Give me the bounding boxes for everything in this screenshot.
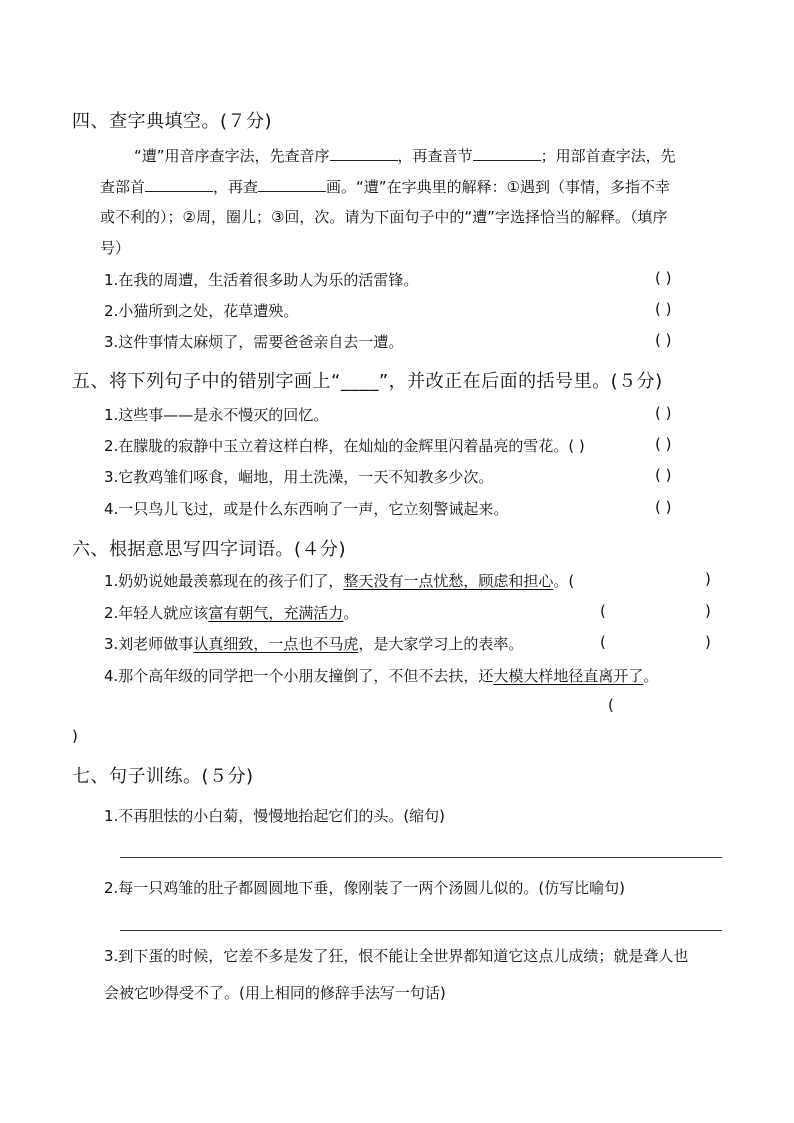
s6-underlined-phrase: 富有朝气，充满活力 bbox=[208, 604, 344, 622]
answer-paren[interactable]: ( ) bbox=[655, 269, 672, 287]
s6-underlined-phrase: 整天没有一点忧愁，顾虑和担心 bbox=[343, 572, 554, 590]
s5-item-1: 1.这些事——是永不慢灭的回忆。 bbox=[104, 406, 329, 424]
blank-bushou[interactable] bbox=[145, 177, 213, 192]
s6-item-1 bbox=[104, 570, 574, 591]
s4-text: ，再查 bbox=[213, 178, 259, 196]
s4-paragraph-line-2 bbox=[100, 176, 670, 197]
s4-item-2: 2.小猫所到之处，花草遭殃。 bbox=[104, 302, 299, 320]
s6-item-4 bbox=[104, 665, 658, 686]
blank-yinxu[interactable] bbox=[330, 146, 398, 161]
s4-paragraph-line-1 bbox=[134, 145, 676, 166]
section-6-title: 六、根据意思写四字词语。(４分) bbox=[72, 539, 347, 560]
s4-text: 画。“遭”在字典里的解释：①遇到（事情，多指不幸 bbox=[326, 178, 671, 196]
answer-paren[interactable]: ( ) bbox=[655, 404, 672, 422]
s4-text: ，再查音节 bbox=[397, 147, 473, 165]
s6-text: ，是大家学习上的表率。 bbox=[358, 635, 524, 653]
s4-paragraph-line-3: 或不利的）；②周，圈儿；③回，次。请为下面句子中的“遭”字选择恰当的解释。（填序 bbox=[100, 208, 668, 226]
s4-item-3: 3.这件事情太麻烦了，需要爸爸亲自去一遭。 bbox=[104, 333, 404, 351]
s4-paragraph-line-4: 号） bbox=[100, 239, 131, 257]
answer-paren-close[interactable]: ) bbox=[72, 727, 78, 745]
s7-item-3-line-2: 会被它吵得受不了。(用上相同的修辞手法写一句话) bbox=[104, 984, 446, 1002]
answer-paren-close[interactable]: ) bbox=[705, 633, 711, 651]
s4-text: ；用部首查字法，先 bbox=[540, 147, 676, 165]
answer-paren[interactable]: ( ) bbox=[655, 331, 672, 349]
answer-paren[interactable]: ( ) bbox=[655, 300, 672, 318]
s6-item-2 bbox=[104, 602, 358, 623]
answer-paren-close[interactable]: ) bbox=[705, 570, 711, 588]
s5-item-2: 2.在朦胧的寂静中玉立着这样白桦，在灿灿的金辉里闪着晶亮的雪花。( ) bbox=[104, 437, 585, 455]
s7-item-2: 2.每一只鸡雏的肚子都圆圆地下垂，像刚装了一两个汤圆儿似的。(仿写比喻句) bbox=[104, 879, 626, 897]
blank-yinjie[interactable] bbox=[473, 146, 541, 161]
s5-item-4: 4.一只鸟儿飞过，或是什么东西响了一声，它立刻警诫起来。 bbox=[104, 500, 509, 518]
answer-line[interactable] bbox=[120, 857, 722, 858]
answer-paren-close[interactable]: ) bbox=[705, 602, 711, 620]
s7-item-1: 1.不再胆怯的小白菊，慢慢地抬起它们的头。(缩句) bbox=[104, 807, 446, 825]
section-4-title: 四、查字典填空。(７分) bbox=[72, 111, 273, 132]
answer-paren-open[interactable]: ( bbox=[600, 633, 606, 651]
section-5-title: 五、将下列句子中的错别字画上“____”，并改正在后面的括号里。(５分) bbox=[72, 371, 663, 392]
s6-text: 4.那个高年级的同学把一个小朋友撞倒了，不但不去扶，还 bbox=[104, 667, 494, 685]
s6-text: 。 bbox=[343, 604, 359, 622]
s6-text: 2.年轻人就应该 bbox=[104, 604, 209, 622]
answer-paren[interactable]: ( ) bbox=[655, 498, 672, 516]
s6-text: 。( bbox=[553, 572, 575, 590]
section-7-title: 七、句子训练。(５分) bbox=[72, 766, 254, 787]
s4-text: 查部首 bbox=[100, 178, 146, 196]
answer-paren-open[interactable]: ( bbox=[608, 696, 614, 714]
s6-text: 3.刘老师做事 bbox=[104, 635, 194, 653]
answer-paren-open[interactable]: ( bbox=[600, 602, 606, 620]
s4-text: “遭”用音序查字法，先查音序 bbox=[134, 147, 330, 165]
s6-underlined-phrase: 认真细致，一点也不马虎 bbox=[193, 635, 359, 653]
answer-paren[interactable]: ( ) bbox=[655, 466, 672, 484]
answer-line[interactable] bbox=[120, 930, 722, 931]
s7-item-3-line-1: 3.到下蛋的时候，它差不多是发了狂，恨不能让全世界都知道它这点儿成绩；就是聋人也 bbox=[104, 947, 689, 965]
s6-item-3 bbox=[104, 633, 523, 654]
s5-item-3: 3.它教鸡雏们啄食，崛地，用土洗澡，一天不知教多少次。 bbox=[104, 468, 494, 486]
s6-text: 1.奶奶说她最羡慕现在的孩子们了， bbox=[104, 572, 344, 590]
s4-item-1: 1.在我的周遭，生活着很多助人为乐的活雷锋。 bbox=[104, 271, 419, 289]
s6-text: 。 bbox=[643, 667, 659, 685]
blank-huashu[interactable] bbox=[258, 177, 326, 192]
s6-underlined-phrase: 大模大样地径直离开了 bbox=[493, 667, 644, 685]
answer-paren[interactable]: ( ) bbox=[655, 435, 672, 453]
